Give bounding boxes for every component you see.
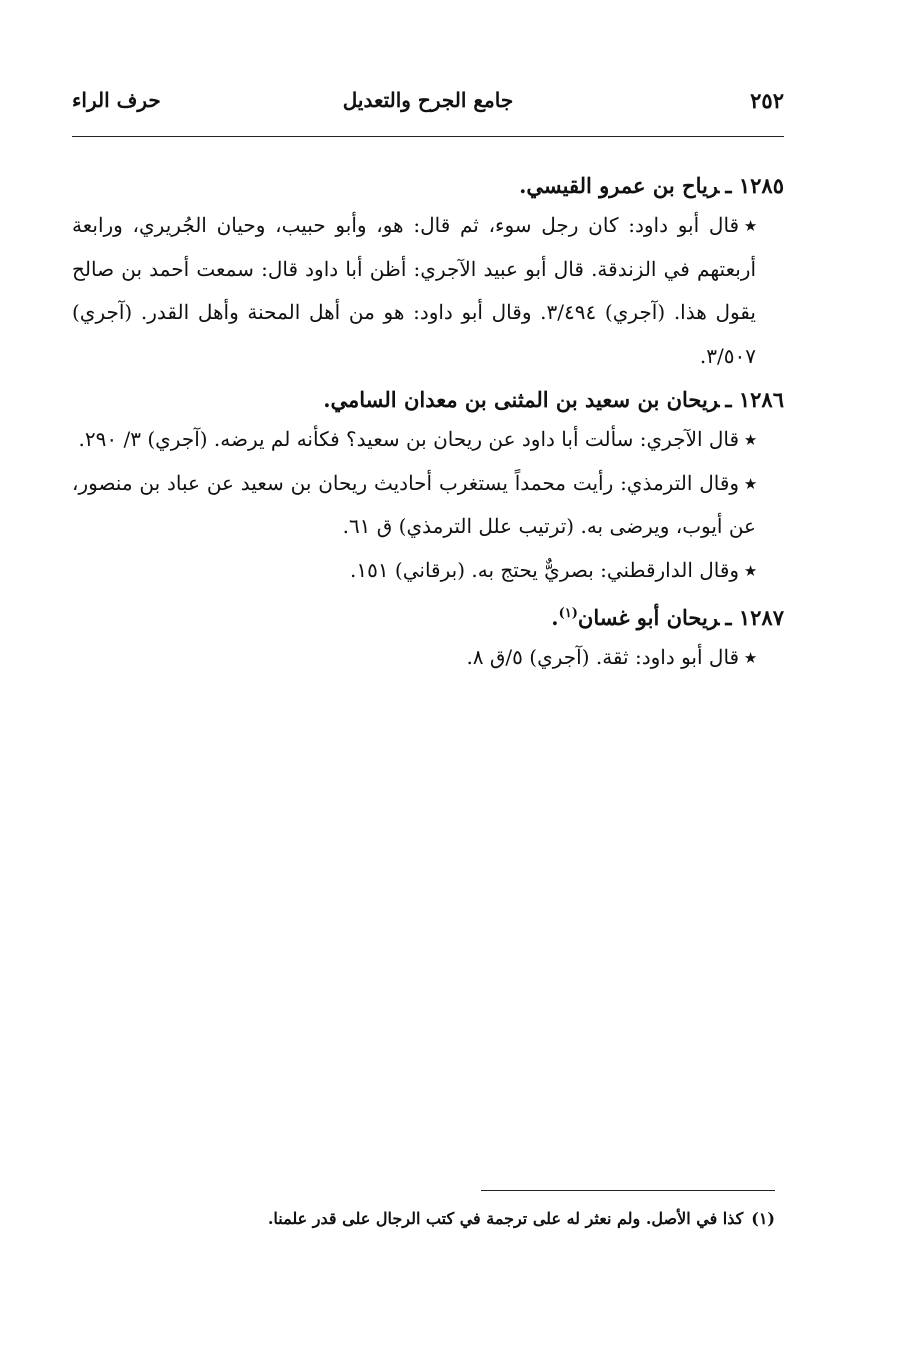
footnote-number: (١): [751, 1209, 775, 1228]
entry-title: [72, 382, 784, 418]
page-number: ٢٥٢: [750, 88, 784, 113]
entry-paragraph: [72, 462, 784, 549]
bullet-icon: ٭: [745, 470, 756, 495]
entry-name: رياح بن عمرو القيسي.: [519, 173, 720, 198]
entry-name: ريحان أبو غسان: [577, 605, 720, 630]
chapter-title: حرف الراء: [72, 88, 161, 112]
entry-1285: [72, 168, 784, 378]
entry-paragraph: [72, 418, 784, 462]
entry-title: [72, 596, 784, 636]
page-body: [72, 168, 784, 684]
paragraph-text: قال أبو داود: كان رجل سوء، ثم قال: هو، وأبو حبيب، وحيان الجُريري، ورابعة أربعتهم في الزندقة. قال أبو عبيد الآجري: أظن أبا داود قال: سمعت أحمد بن صالح يقول هذا. (آجري) ٣/٤٩٤. وقال أبو داود: هو من أهل المحنة وأهل القدر. (آجري) ٣/٥٠٧.: [72, 213, 756, 368]
entry-number: ١٢٨٧ ـ: [725, 605, 784, 630]
entry-1286: [72, 382, 784, 592]
bullet-icon: ٭: [745, 427, 756, 451]
entry-title: [72, 168, 784, 204]
entry-paragraph: [72, 549, 784, 593]
footnote-reference[interactable]: (١): [558, 606, 578, 621]
entry-paragraph: [72, 204, 784, 378]
bullet-icon: ٭: [745, 213, 756, 237]
footnote-text: كذا في الأصل. ولم نعثر له على ترجمة في كتب الرجال على قدر علمنا.: [267, 1209, 744, 1228]
entry-1287: [72, 596, 784, 680]
footnote: [175, 1206, 775, 1232]
entry-name-end: .: [551, 605, 559, 630]
entry-paragraph: [72, 636, 784, 680]
bullet-icon: ٭: [745, 645, 756, 669]
paragraph-text: وقال الترمذي: رأيت محمداً يستغرب أحاديث ريحان بن سعيد عن عباد بن منصور، عن أيوب، ويرضى به. (ترتيب علل الترمذي) ق ٦١.: [72, 470, 756, 538]
book-title: جامع الجرح والتعديل: [342, 88, 514, 112]
header-divider: [72, 136, 784, 137]
paragraph-text: قال الآجري: سألت أبا داود عن ريحان بن سعيد؟ فكأنه لم يرضه. (آجري) ٣/ ٢٩٠.: [78, 427, 740, 451]
bullet-icon: ٭: [745, 557, 756, 582]
entry-number: ١٢٨٥ ـ: [725, 173, 784, 198]
entry-number: ١٢٨٦ ـ: [725, 387, 784, 412]
paragraph-text: وقال الدارقطني: بصريٌّ يحتج به. (برقاني) ١٥١.: [349, 557, 740, 582]
running-header: [72, 84, 784, 124]
footnote-divider: [481, 1190, 775, 1191]
entry-name: ريحان بن سعيد بن المثنى بن معدان السامي.: [323, 387, 720, 412]
paragraph-text: قال أبو داود: ثقة. (آجري) ٥/ق ٨.: [466, 645, 740, 669]
